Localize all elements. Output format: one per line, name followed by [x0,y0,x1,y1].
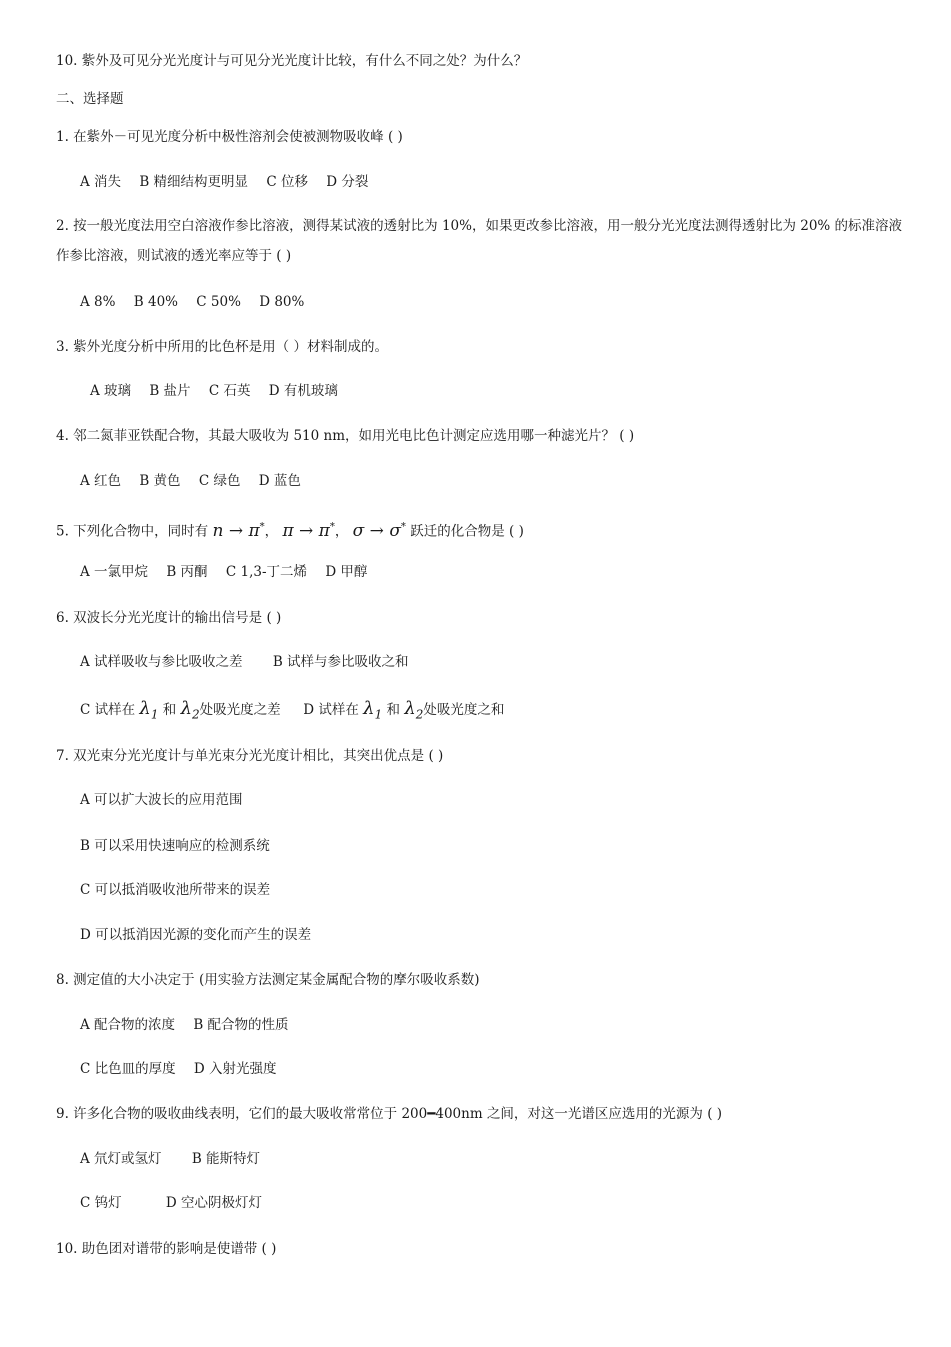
transition-pi-pi-star: π → π* [282,520,335,541]
q7-option-a[interactable]: A 可以扩大波长的应用范围 [80,792,243,808]
q2-option-b[interactable]: B 40% [133,294,178,310]
q2-option-c[interactable]: C 50% [196,294,241,310]
question-2-options [80,292,930,312]
q5-option-c[interactable]: C 1,3-丁二烯 [225,564,308,580]
question-5-stem [56,514,906,545]
q8-option-a[interactable]: A 配合物的浓度 [80,1017,176,1033]
q6-option-d[interactable]: D 试样在 $\lambda_1$ 和 $\lambda_2$处吸光度之和 [303,698,505,722]
question-4-stem: 4. 邻二氮菲亚铁配合物，其最大吸收为 510 nm，如用光电比色计测定应选用哪一种滤光片？ ( ) [56,428,635,444]
q3-option-b[interactable]: B 盐片 [149,383,191,399]
question-8-stem: 8. 测定值的大小决定于 (用实验方法测定某金属配合物的摩尔吸收系数) [56,972,480,988]
q1-option-c[interactable]: C 位移 [266,174,308,190]
q5-option-b[interactable]: B 丙酮 [166,564,208,580]
section-title: 二、选择题 [56,91,124,107]
q7-option-b[interactable]: B 可以采用快速响应的检测系统 [80,838,270,854]
q8-option-d[interactable]: D 入射光强度 [193,1061,277,1077]
question-9-options-ab [80,1149,930,1169]
q3-option-a[interactable]: A 玻璃 [90,383,132,399]
q3-option-c[interactable]: C 石英 [208,383,251,399]
q7-option-d[interactable]: D 可以抵消因光源的变化而产生的误差 [80,927,312,943]
question-3-stem: 3. 紫外光度分析中所用的比色杯是用（ ）材料制成的。 [56,339,388,355]
question-3-options [90,381,940,401]
lambda-2-symbol: $\lambda_2$ [180,698,200,722]
q9-option-c[interactable]: C 钨灯 [80,1195,122,1211]
q2-option-a[interactable]: A 8% [80,294,116,310]
question-8-options-cd [80,1059,930,1079]
question-9-stem: 9. 许多化合物的吸收曲线表明，它们的最大吸收常常位于 200━400nm 之间，对这一光谱区应选用的光源为 ( ) [56,1106,723,1122]
question-8-options-ab [80,1015,930,1035]
question-9-options-cd [80,1193,930,1213]
q9-option-a[interactable]: A 氘灯或氢灯 [80,1151,162,1167]
lambda-1-symbol: $\lambda_1$ [363,698,383,722]
q5-stem-prefix: 5. 下列化合物中，同时有 [56,523,209,540]
question-1-options [80,172,930,192]
q9-option-d[interactable]: D 空心阴极灯灯 [165,1195,263,1211]
question-5-options [80,562,930,582]
q4-option-a[interactable]: A 红色 [80,473,122,489]
question-6-stem: 6. 双波长分光光度计的输出信号是 ( ) [56,610,282,626]
q5-option-a[interactable]: A 一氯甲烷 [80,564,149,580]
q4-option-b[interactable]: B 黄色 [139,473,181,489]
q1-option-d[interactable]: D 分裂 [326,174,369,190]
q6-option-a[interactable]: A 试样吸收与参比吸收之差 [80,654,243,670]
q1-option-a[interactable]: A 消失 [80,174,122,190]
question-1-stem: 1. 在紫外－可见光度分析中极性溶剂会使被测物吸收峰 ( ) [56,129,403,145]
q1-option-b[interactable]: B 精细结构更明显 [139,174,249,190]
q5-stem-suffix: 跃迁的化合物是 ( ) [410,523,524,540]
q5-separator-2: ， [334,523,349,540]
question-7-stem: 7. 双光束分光光度计与单光束分光光度计相比，其突出优点是 ( ) [56,748,444,764]
lambda-2-symbol: $\lambda_2$ [404,698,424,722]
q5-separator-1: ， [264,523,279,540]
q6-option-b[interactable]: B 试样与参比吸收之和 [272,654,409,670]
q4-option-d[interactable]: D 蓝色 [258,473,301,489]
q8-option-b[interactable]: B 配合物的性质 [193,1017,289,1033]
q7-option-c[interactable]: C 可以抵消吸收池所带来的误差 [80,882,271,898]
q5-option-d[interactable]: D 甲醇 [325,564,368,580]
lambda-1-symbol: $\lambda_1$ [139,698,159,722]
essay-question-10: 10. 紫外及可见分光光度计与可见分光光度计比较，有什么不同之处？为什么？ [56,53,528,69]
q8-option-c[interactable]: C 比色皿的厚度 [80,1061,176,1077]
transition-sigma-sigma-star: σ → σ* [352,520,406,541]
question-6-options-ab [80,652,930,672]
question-10-stem: 10. 助色团对谱带的影响是使谱带 ( ) [56,1241,277,1257]
question-2-stem: 2. 按一般光度法用空白溶液作参比溶液，测得某试液的透射比为 10%，如果更改参比溶液，用一般分光光度法测得透射比为 20% 的标准溶液作参比溶液，则试液的透光率应等于 ( ) [56,218,903,264]
q3-option-d[interactable]: D 有机玻璃 [268,383,338,399]
question-6-options-cd [80,696,930,728]
q4-option-c[interactable]: C 绿色 [198,473,241,489]
q2-option-d[interactable]: D 80% [259,294,305,310]
q6-option-c[interactable]: C 试样在 $\lambda_1$ 和 $\lambda_2$处吸光度之差 [80,698,281,722]
transition-n-pi-star: n → π* [212,520,265,541]
q9-option-b[interactable]: B 能斯特灯 [191,1151,261,1167]
question-4-options [80,471,930,491]
